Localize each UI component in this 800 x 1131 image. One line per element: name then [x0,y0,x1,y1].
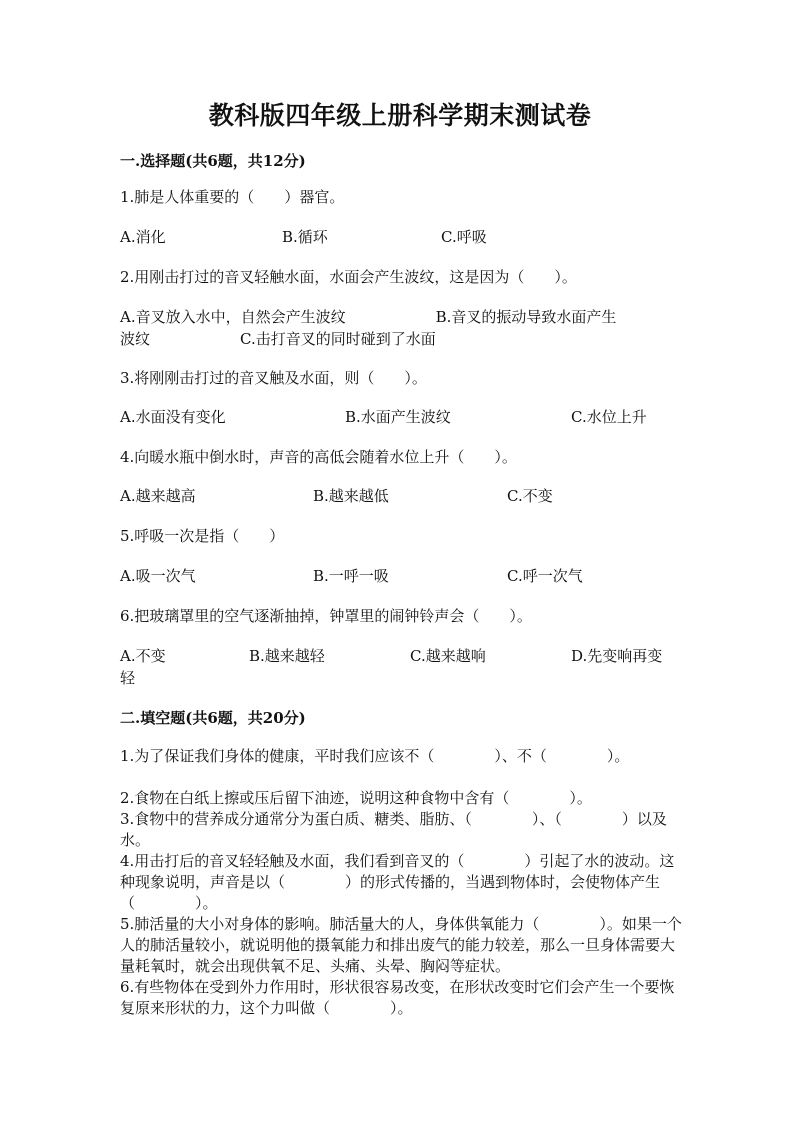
option-d-wrap: 轻 [120,669,136,687]
options-row-1 [120,226,680,248]
page-title: 教科版四年级上册科学期末测试卷 [208,101,592,130]
option-b: B.越来越轻 [249,647,325,665]
option-a: A.消化 [120,228,166,246]
options-row-6 [120,645,680,667]
option-a: A.越来越高 [120,487,196,505]
fill-item-2: 2.食物在白纸上擦或压后留下油迹，说明这种食物中含有（ ）。 [120,789,592,807]
options-row-3 [120,406,680,428]
options-row-5 [120,565,680,587]
fill-item-6: 6.有些物体在受到外力作用时，形状很容易改变，在形状改变时它们会产生一个要恢复原来形状的力，这个力叫做（ ）。 [120,978,675,1017]
section-heading-choice: 一.选择题(共6题，共12分) [120,152,306,170]
options-wrap-2 [120,306,680,350]
option-c: C.呼一次气 [507,567,583,585]
fill-item-5: 5.肺活量的大小对身体的影响。肺活量大的人，身体供氧能力（ ）。如果一个人的肺活量较小，就说明他的摄氧能力和排出废气的能力较差，那么一旦身体需要大量耗氧时，就会出现供氧不足、头痛、头晕、胸闷等症状。 [120,915,682,975]
options-line-1: A.音叉放入水中，自然会产生波纹 B.音叉的振动导致水面产生 [120,308,617,326]
section-heading-fill: 二.填空题(共6题，共20分) [120,709,306,727]
options-row-4 [120,485,680,507]
option-b: B.一呼一吸 [313,567,389,585]
options-line-2: 波纹 C.击打音叉的同时碰到了水面 [120,330,436,348]
question-4: 4.向暖水瓶中倒水时，声音的高低会随着水位上升（ ）。 [120,448,517,466]
question-3: 3.将刚刚击打过的音叉触及水面，则（ ）。 [120,369,427,387]
option-a: A.不变 [120,647,166,665]
question-5: 5.呼吸一次是指（ ） [120,527,285,545]
option-c: C.水位上升 [571,408,647,426]
option-c: C.不变 [507,487,553,505]
fill-item-4: 4.用击打后的音叉轻轻触及水面，我们看到音叉的（ ）引起了水的波动。这种现象说明，声音是以（ ）的形式传播的，当遇到物体时，会使物体产生（ ）。 [120,852,675,912]
option-a: A.吸一次气 [120,567,196,585]
fill-item-3: 3.食物中的营养成分通常分为蛋白质、糖类、脂肪、（ ）、（ ）以及水。 [120,810,667,849]
option-b: B.循环 [282,228,328,246]
option-d: D.先变响再变 [571,647,663,665]
question-6: 6.把玻璃罩里的空气逐渐抽掉，钟罩里的闹钟铃声会（ ）。 [120,607,532,625]
question-1: 1.肺是人体重要的（ ）器官。 [120,188,345,206]
option-b: B.越来越低 [313,487,389,505]
option-c: C.越来越响 [410,647,486,665]
question-2: 2.用刚击打过的音叉轻触水面，水面会产生波纹，这是因为（ ）。 [120,268,577,286]
option-a: A.水面没有变化 [120,408,226,426]
fill-item-1: 1.为了保证我们身体的健康，平时我们应该不（ ）、不（ ）。 [120,747,630,765]
option-b: B.水面产生波纹 [345,408,451,426]
option-c: C.呼吸 [441,228,487,246]
